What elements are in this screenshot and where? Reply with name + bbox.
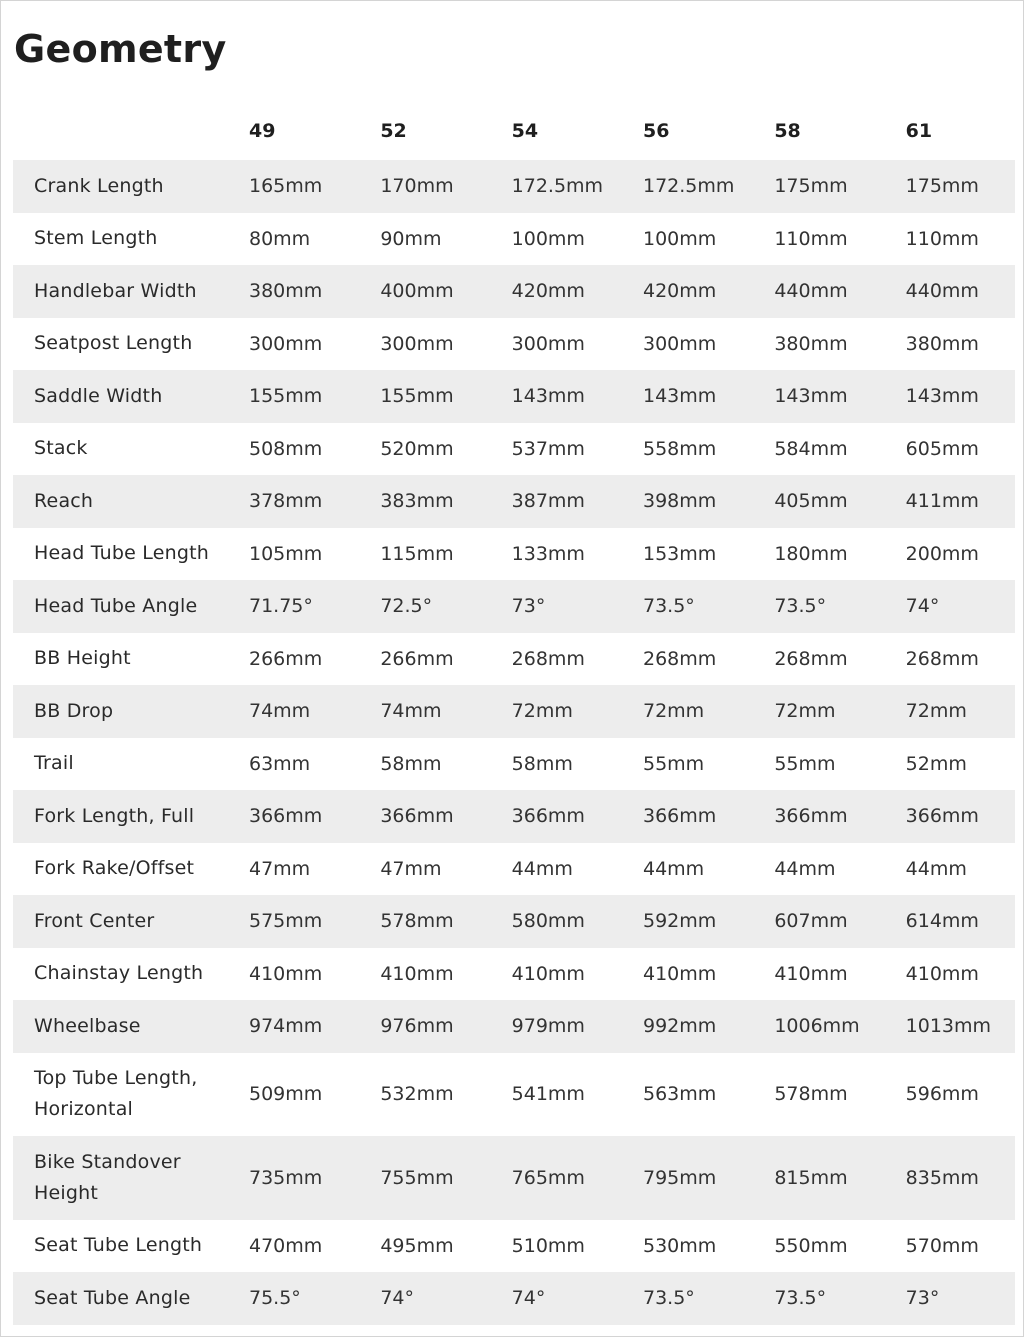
row-value: 47mm	[249, 857, 311, 880]
row-value: 735mm	[227, 1136, 358, 1220]
row-value: 268mm	[511, 647, 585, 670]
row-value: 537mm	[511, 437, 585, 460]
row-value: 165mm	[227, 160, 358, 213]
row-value: 143mm	[752, 370, 883, 423]
row-value: 52mm	[905, 752, 967, 775]
row-value: 74mm	[358, 685, 489, 738]
row-value: 532mm	[380, 1083, 454, 1106]
table-row	[13, 213, 1015, 266]
row-value: 592mm	[621, 895, 752, 948]
row-value: 72mm	[490, 685, 621, 738]
row-value: 170mm	[358, 160, 489, 213]
row-value: 410mm	[774, 962, 848, 985]
row-value: 795mm	[621, 1136, 752, 1220]
row-value: 440mm	[884, 265, 1015, 318]
row-value: 73.5°	[621, 580, 752, 633]
row-label: Chainstay Length	[34, 962, 204, 985]
row-value: 90mm	[380, 227, 442, 250]
row-value: 133mm	[511, 542, 585, 565]
row-label: Trail	[34, 752, 74, 775]
row-value: 143mm	[884, 370, 1015, 423]
row-value: 411mm	[884, 475, 1015, 528]
row-value: 378mm	[227, 475, 358, 528]
row-value: 508mm	[249, 437, 323, 460]
table-row	[13, 738, 1015, 791]
row-value: 73°	[884, 1272, 1015, 1325]
row-value: 614mm	[884, 895, 1015, 948]
table-row	[13, 370, 1015, 423]
row-value: 72mm	[752, 685, 883, 738]
row-value: 75.5°	[227, 1272, 358, 1325]
row-value: 105mm	[249, 542, 323, 565]
row-value: 155mm	[227, 370, 358, 423]
row-value: 100mm	[642, 227, 717, 250]
row-value: 578mm	[358, 895, 489, 948]
row-value: 366mm	[884, 790, 1015, 843]
row-label: BB Height	[34, 647, 131, 670]
row-value: 300mm	[380, 332, 454, 355]
row-label: Fork Rake/Offset	[34, 857, 195, 880]
row-value: 563mm	[642, 1083, 717, 1106]
row-value: 300mm	[642, 332, 717, 355]
row-value: 607mm	[752, 895, 883, 948]
row-value: 976mm	[358, 1000, 489, 1053]
row-value: 110mm	[905, 227, 979, 250]
row-value: 47mm	[380, 857, 442, 880]
row-value: 550mm	[774, 1234, 848, 1257]
row-value: 440mm	[752, 265, 883, 318]
row-value: 55mm	[642, 752, 705, 775]
row-value: 470mm	[249, 1234, 323, 1257]
row-value: 400mm	[358, 265, 489, 318]
row-value: 175mm	[752, 160, 883, 213]
table-row	[13, 843, 1015, 896]
row-value: 268mm	[905, 647, 979, 670]
row-value: 266mm	[380, 647, 454, 670]
row-value: 110mm	[774, 227, 848, 250]
row-label: Fork Length, Full	[13, 790, 227, 843]
table-row	[13, 265, 1015, 318]
row-label: Reach	[13, 475, 227, 528]
row-value: 835mm	[884, 1136, 1015, 1220]
table-row	[13, 685, 1015, 738]
size-header: 61	[905, 119, 933, 142]
row-value: 300mm	[511, 332, 585, 355]
row-label: Front Center	[13, 895, 227, 948]
row-label: Stack	[34, 437, 88, 460]
row-value: 44mm	[642, 857, 705, 880]
row-value: 765mm	[490, 1136, 621, 1220]
row-value: 143mm	[490, 370, 621, 423]
row-value: 570mm	[905, 1234, 979, 1257]
row-value: 410mm	[905, 962, 979, 985]
row-value: 268mm	[774, 647, 848, 670]
row-value: 153mm	[642, 542, 717, 565]
size-header: 56	[642, 119, 670, 142]
row-value: 992mm	[621, 1000, 752, 1053]
row-value: 541mm	[511, 1083, 585, 1106]
row-label: Bike Standover Height	[13, 1136, 227, 1220]
row-value: 387mm	[490, 475, 621, 528]
size-header: 49	[249, 119, 276, 142]
row-label: Top Tube Length, Horizontal	[34, 1067, 198, 1121]
row-value: 584mm	[774, 437, 848, 460]
table-row	[13, 1053, 1015, 1137]
row-value: 44mm	[774, 857, 836, 880]
row-value: 300mm	[249, 332, 323, 355]
row-value: 155mm	[358, 370, 489, 423]
row-value: 398mm	[621, 475, 752, 528]
row-value: 74°	[490, 1272, 621, 1325]
row-value: 575mm	[227, 895, 358, 948]
row-value: 268mm	[642, 647, 717, 670]
row-value: 71.75°	[227, 580, 358, 633]
row-value: 73.5°	[752, 1272, 883, 1325]
row-label: Wheelbase	[13, 1000, 227, 1053]
row-value: 380mm	[227, 265, 358, 318]
row-value: 172.5mm	[621, 160, 752, 213]
page-title: Geometry	[14, 27, 227, 71]
row-value: 72mm	[621, 685, 752, 738]
row-value: 510mm	[511, 1234, 585, 1257]
row-value: 420mm	[621, 265, 752, 318]
row-value: 172.5mm	[490, 160, 621, 213]
size-header: 54	[511, 119, 539, 142]
row-value: 366mm	[621, 790, 752, 843]
row-value: 100mm	[511, 227, 585, 250]
row-value: 74°	[884, 580, 1015, 633]
row-value: 520mm	[380, 437, 454, 460]
row-value: 755mm	[358, 1136, 489, 1220]
table-row	[13, 423, 1015, 476]
row-value: 380mm	[774, 332, 848, 355]
size-header: 52	[380, 119, 407, 142]
row-value: 530mm	[642, 1234, 717, 1257]
row-value: 73°	[490, 580, 621, 633]
table-row	[13, 475, 1015, 528]
row-label: BB Drop	[13, 685, 227, 738]
row-value: 175mm	[884, 160, 1015, 213]
row-value: 383mm	[358, 475, 489, 528]
row-value: 44mm	[905, 857, 967, 880]
row-value: 55mm	[774, 752, 836, 775]
row-value: 73.5°	[752, 580, 883, 633]
row-value: 366mm	[358, 790, 489, 843]
row-value: 495mm	[380, 1234, 454, 1257]
table-row	[13, 1272, 1015, 1325]
row-value: 578mm	[774, 1083, 848, 1106]
row-label: Seat Tube Length	[34, 1234, 203, 1257]
table-row	[13, 580, 1015, 633]
row-value: 1013mm	[884, 1000, 1015, 1053]
table-row	[13, 160, 1015, 213]
row-value: 72mm	[884, 685, 1015, 738]
row-value: 410mm	[511, 962, 585, 985]
row-label: Stem Length	[34, 227, 158, 250]
table-row	[13, 633, 1015, 686]
row-value: 63mm	[249, 752, 311, 775]
row-value: 80mm	[249, 227, 311, 250]
row-value: 266mm	[249, 647, 323, 670]
row-value: 1006mm	[752, 1000, 883, 1053]
row-value: 143mm	[621, 370, 752, 423]
table-row	[13, 895, 1015, 948]
row-value: 44mm	[511, 857, 573, 880]
row-value: 405mm	[752, 475, 883, 528]
row-value: 410mm	[642, 962, 717, 985]
geometry-table-body	[13, 160, 1015, 1325]
row-value: 558mm	[642, 437, 717, 460]
row-value: 200mm	[905, 542, 979, 565]
row-value: 72.5°	[358, 580, 489, 633]
row-value: 420mm	[490, 265, 621, 318]
row-value: 410mm	[249, 962, 323, 985]
row-value: 74°	[358, 1272, 489, 1325]
row-label: Head Tube Length	[34, 542, 210, 565]
row-value: 815mm	[752, 1136, 883, 1220]
row-value: 410mm	[380, 962, 454, 985]
row-value: 366mm	[752, 790, 883, 843]
row-value: 974mm	[227, 1000, 358, 1053]
row-label: Handlebar Width	[13, 265, 227, 318]
row-label: Head Tube Angle	[13, 580, 227, 633]
row-label: Seatpost Length	[34, 332, 193, 355]
table-row	[13, 1136, 1015, 1220]
header-spacer	[13, 101, 227, 160]
table-row	[13, 790, 1015, 843]
row-value: 580mm	[490, 895, 621, 948]
table-row	[13, 1220, 1015, 1273]
row-value: 73.5°	[621, 1272, 752, 1325]
row-value: 366mm	[227, 790, 358, 843]
row-value: 366mm	[490, 790, 621, 843]
row-value: 979mm	[490, 1000, 621, 1053]
table-row	[13, 1000, 1015, 1053]
table-row	[13, 318, 1015, 371]
row-value: 596mm	[905, 1083, 979, 1106]
row-value: 605mm	[905, 437, 979, 460]
table-row	[13, 528, 1015, 581]
row-value: 58mm	[380, 752, 442, 775]
row-value: 115mm	[380, 542, 454, 565]
row-label: Saddle Width	[13, 370, 227, 423]
row-value: 380mm	[905, 332, 979, 355]
size-header-row	[13, 101, 1015, 160]
row-value: 74mm	[227, 685, 358, 738]
size-header: 58	[774, 119, 801, 142]
row-value: 180mm	[774, 542, 848, 565]
row-label: Crank Length	[13, 160, 227, 213]
row-label: Seat Tube Angle	[13, 1272, 227, 1325]
table-row	[13, 948, 1015, 1001]
row-value: 58mm	[511, 752, 573, 775]
geometry-table	[13, 101, 1015, 1325]
row-value: 509mm	[249, 1083, 323, 1106]
